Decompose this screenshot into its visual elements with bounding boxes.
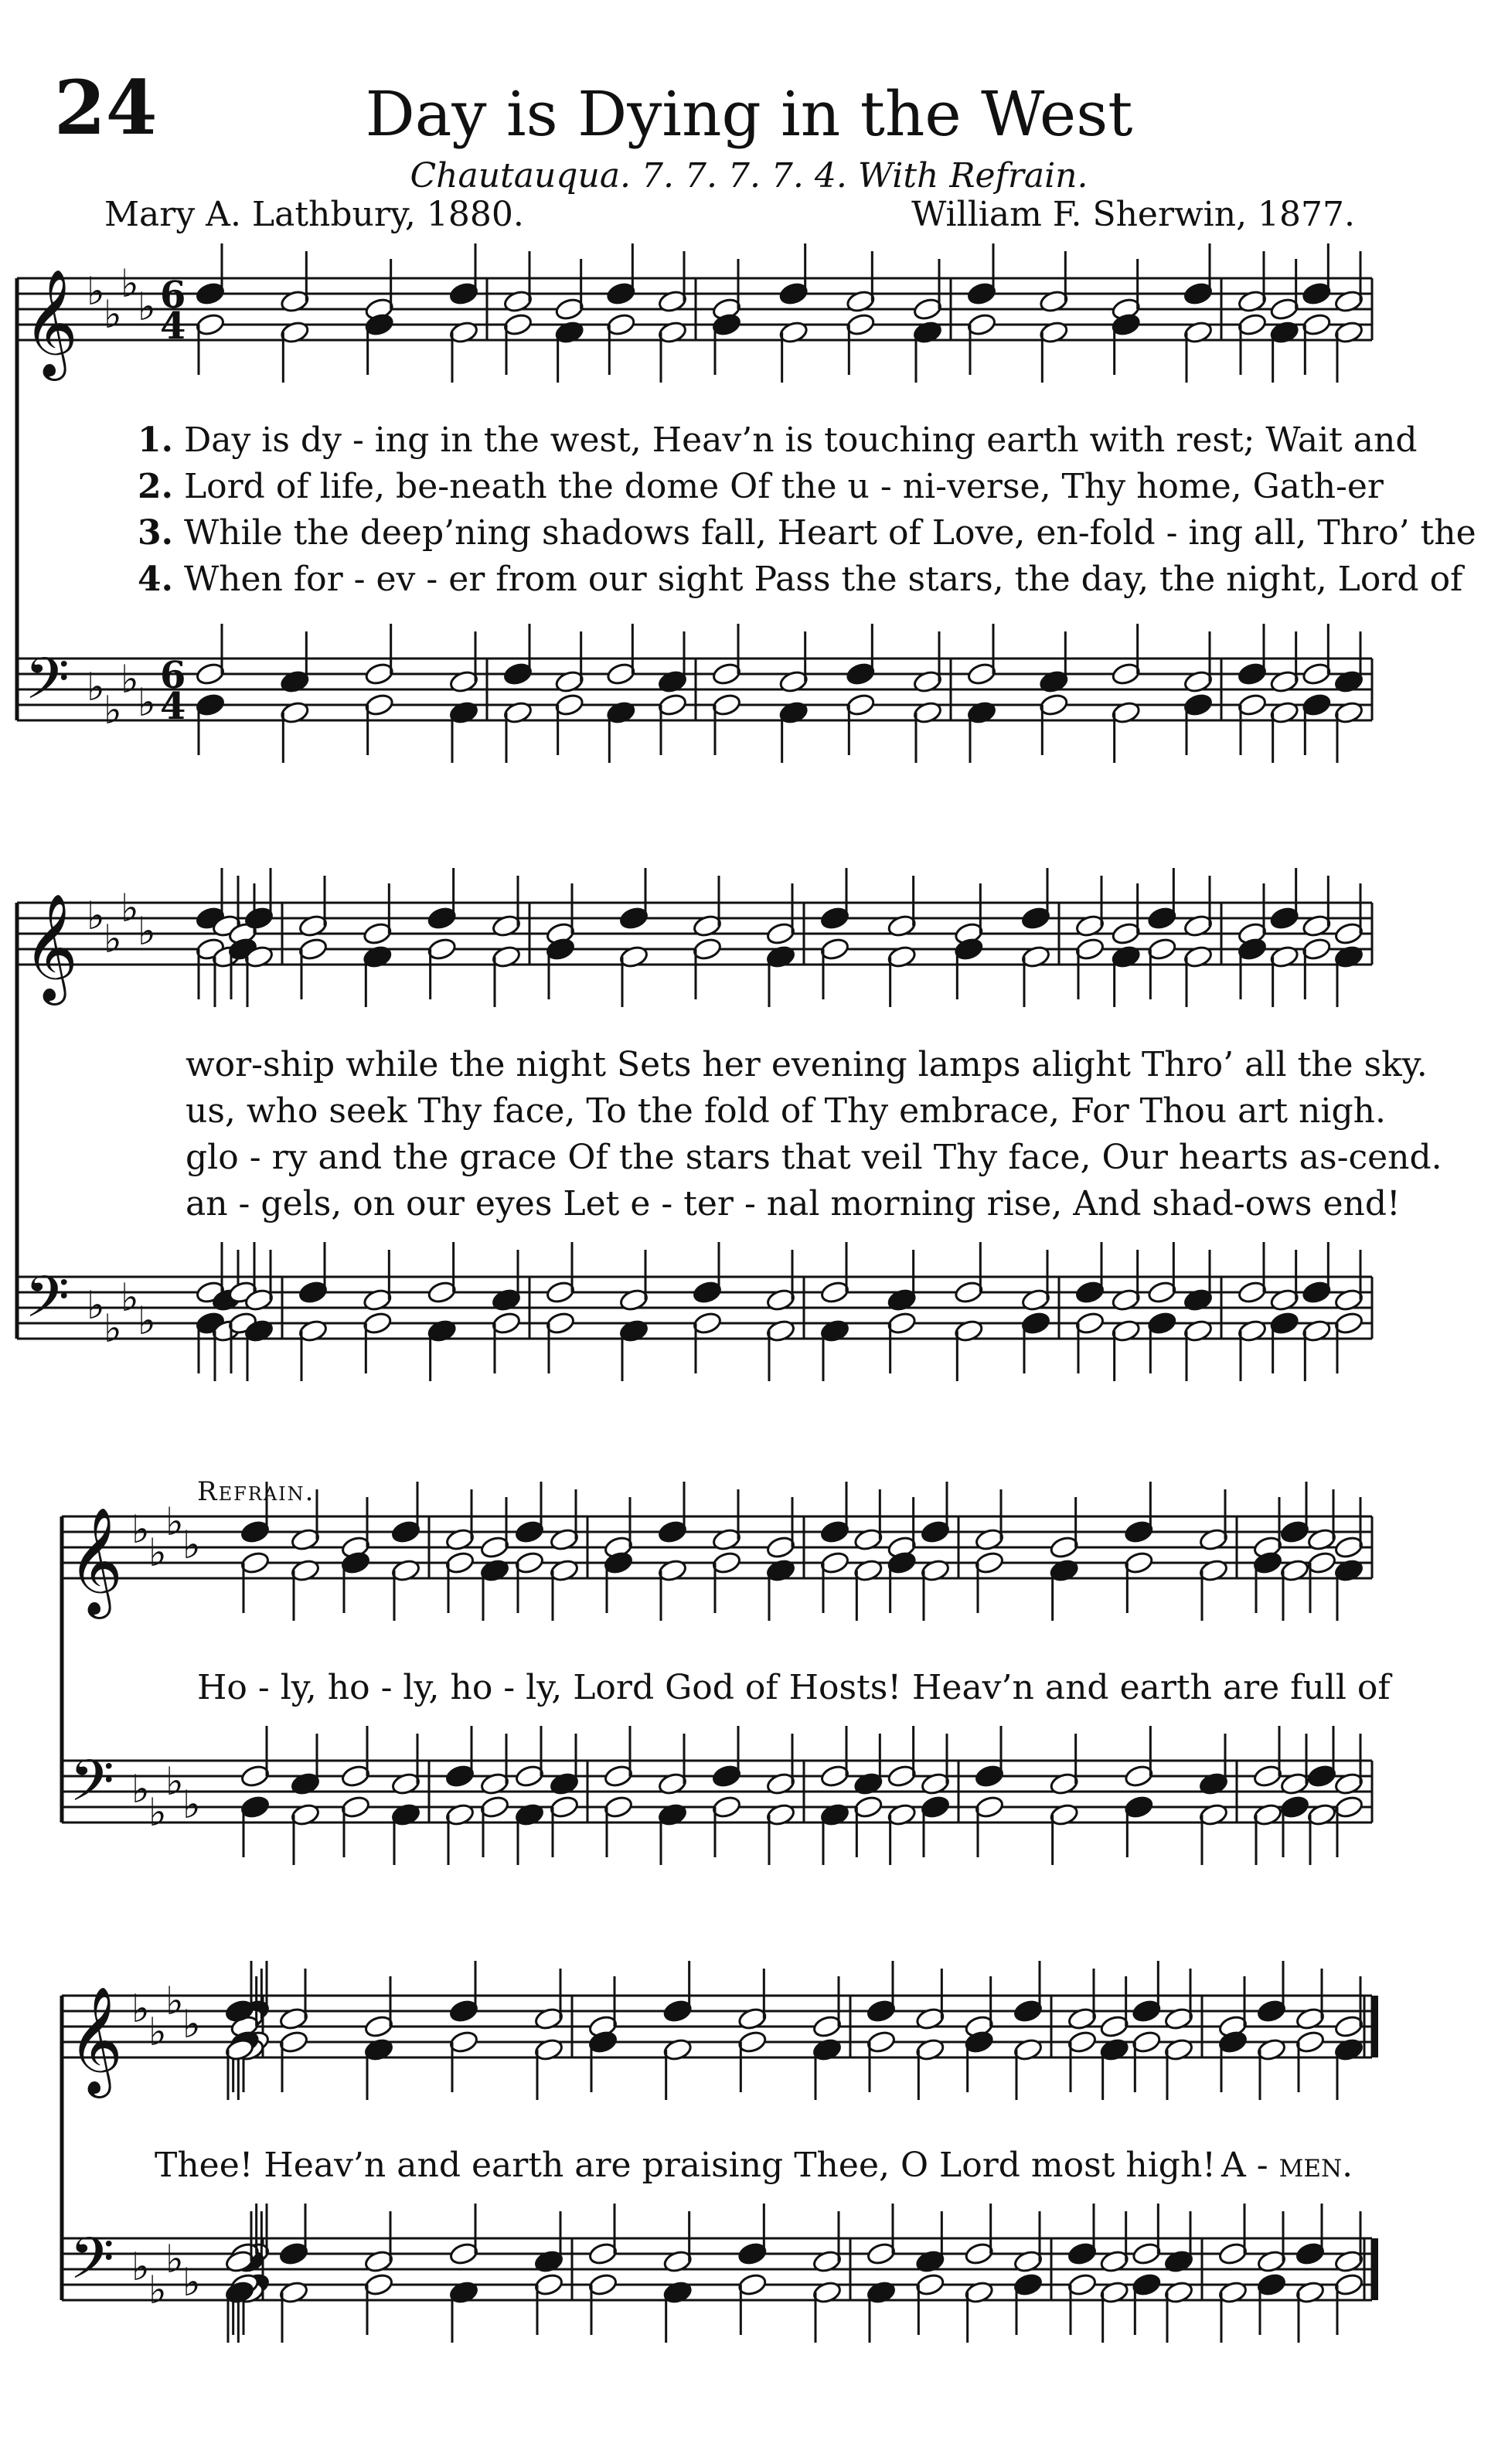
verse-1-line-2: wor-ship while the night Sets her evening lamps alight Thro’ all the sky. <box>186 1045 1428 1084</box>
flat-icon: ♭ <box>148 2010 167 2054</box>
flat-icon: ♭ <box>182 1523 201 1567</box>
flat-icon: ♭ <box>182 1782 201 1827</box>
verse-3-line-2: glo - ry and the grace Of the stars that veil Thy face, Our hearts as-cend. <box>186 1138 1442 1177</box>
flat-icon: ♭ <box>148 1790 167 1835</box>
flat-icon: ♭ <box>104 688 122 733</box>
flat-icon: ♭ <box>182 2002 201 2047</box>
flat-icon: ♭ <box>87 269 105 314</box>
verse-2-line-1: 2. Lord of life, be-neath the dome Of the u - ni-verse, Thy home, Gath-er <box>138 467 1384 506</box>
flat-icon: ♭ <box>138 284 156 329</box>
flat-icon: ♭ <box>131 2244 150 2289</box>
author-credit: Mary A. Lathbury, 1880. <box>104 195 524 234</box>
bass-clef-icon: 𝄢 <box>70 1748 114 1829</box>
bass-clef-icon: 𝄢 <box>25 1264 70 1345</box>
bass-clef-icon: 𝄢 <box>25 645 70 727</box>
flat-icon: ♭ <box>104 917 122 961</box>
flat-icon: ♭ <box>131 1986 150 2031</box>
bass-clef-icon: 𝄢 <box>70 2225 114 2306</box>
refrain-line-1: Ho - ly, ho - ly, ho - ly, Lord God of Hosts! Heav’n and earth are full of <box>197 1668 1391 1707</box>
flat-icon: ♭ <box>87 1283 105 1328</box>
time-signature-digit: 4 <box>160 685 186 728</box>
flat-icon: ♭ <box>104 292 122 337</box>
verse-4-line-1: 4. When for - ev - er from our sight Pass the stars, the day, the night, Lord of <box>138 560 1463 599</box>
refrain-label: Refrain. <box>197 1476 315 1507</box>
flat-icon: ♭ <box>87 893 105 938</box>
verse-4-line-2: an - gels, on our eyes Let e - ter - nal morning rise, And shad-ows end! <box>186 1184 1401 1223</box>
flat-icon: ♭ <box>121 657 139 702</box>
verse-3-line-1: 3. While the deep’ning shadows fall, Heart of Love, en-fold - ing all, Thro’ the <box>138 513 1476 553</box>
flat-icon: ♭ <box>148 2268 167 2313</box>
flat-icon: ♭ <box>121 261 139 306</box>
treble-clef-icon: 𝄞 <box>68 1986 123 2094</box>
flat-icon: ♭ <box>131 1507 150 1552</box>
verse-1-line-1: 1. Day is dy - ing in the west, Heav’n is touching earth with rest; Wait and <box>138 420 1418 460</box>
flat-icon: ♭ <box>148 1530 167 1575</box>
hymn-title: Day is Dying in the West <box>365 78 1133 150</box>
time-signature-digit: 4 <box>160 305 186 348</box>
flat-icon: ♭ <box>165 2237 184 2282</box>
flat-icon: ♭ <box>182 2260 201 2305</box>
time-signature-digit: 6 <box>160 654 186 697</box>
flat-icon: ♭ <box>138 1298 156 1343</box>
flat-icon: ♭ <box>165 1979 184 2023</box>
time-signature-digit: 6 <box>160 274 186 317</box>
amen-text: A - men. <box>1221 2146 1353 2185</box>
flat-icon: ♭ <box>104 1306 122 1351</box>
flat-icon: ♭ <box>138 680 156 725</box>
flat-icon: ♭ <box>131 1767 150 1812</box>
refrain-line-2: Thee! Heav’n and earth are praising Thee, O Lord most high! <box>155 2146 1216 2185</box>
treble-clef-icon: 𝄞 <box>68 1507 123 1615</box>
flat-icon: ♭ <box>138 909 156 954</box>
flat-icon: ♭ <box>87 665 105 710</box>
hymn-number: 24 <box>54 64 158 151</box>
treble-clef-icon: 𝄞 <box>23 893 78 1001</box>
verse-2-line-2: us, who seek Thy face, To the fold of Thy embrace, For Thou art nigh. <box>186 1091 1386 1131</box>
flat-icon: ♭ <box>165 1759 184 1804</box>
flat-icon: ♭ <box>165 1499 184 1544</box>
tune-meter: Chautauqua. 7. 7. 7. 7. 4. With Refrain. <box>410 156 1088 196</box>
treble-clef-icon: 𝄞 <box>23 269 78 376</box>
composer-credit: William F. Sherwin, 1877. <box>911 195 1355 234</box>
flat-icon: ♭ <box>121 1275 139 1320</box>
flat-icon: ♭ <box>121 886 139 931</box>
